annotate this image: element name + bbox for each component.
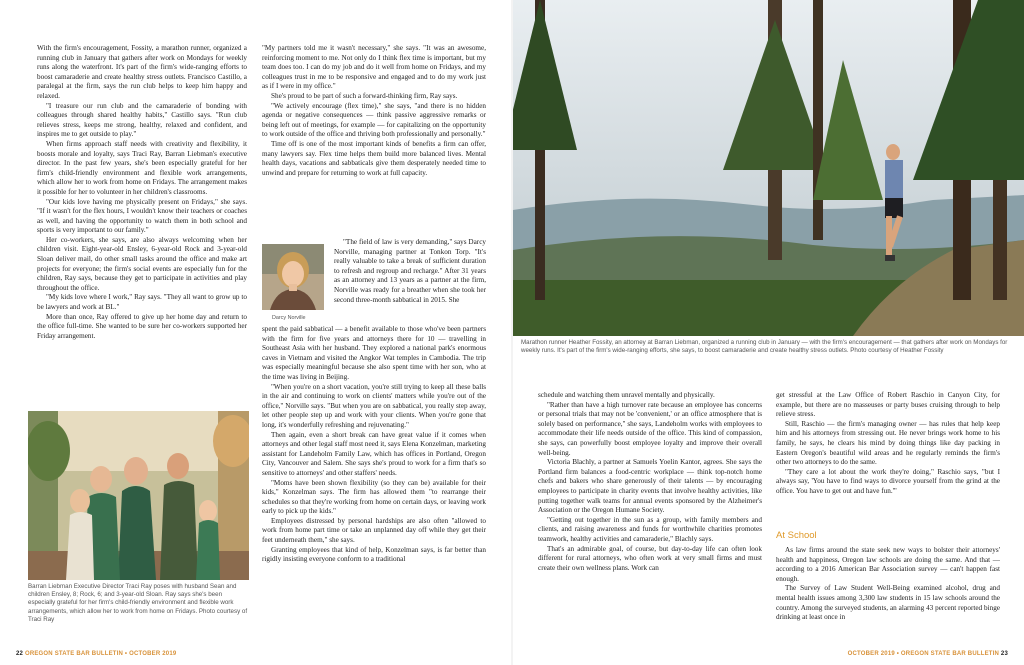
left-column-1 xyxy=(37,44,247,341)
paragraph: The Survey of Law Student Well-Being examined alcohol, drug and mental health issues among 3,300 law students in 15 law schools around the country. Among the surveyed students, an alarming 43 percent reported binge drinking at least once in xyxy=(776,584,1000,622)
paragraph: "Our kids love having me physically present on Fridays," she says. "If it wasn't for the flex hours, I wouldn't know their teachers or coaches as well, and having the opportunity to watch them in both school and sports is very important to our family." xyxy=(37,197,247,235)
right-column-2 xyxy=(776,391,1000,497)
paragraph: "We actively encourage (flex time)," she says, "and there is no hidden agenda or negative consequences — think passive aggressive remarks or being left out of meetings, for example — for capitalizing on the opportunity to work outside of the office and thriving both professionally and personally." xyxy=(262,101,486,139)
runner-photo-caption: Marathon runner Heather Fossity, an attorney at Barran Liebman, organized a running club in January — with the firm's encouragement — that gathers after work on Mondays for weekly runs. It's part of the firm's wide-ranging efforts, she says, to boost camaraderie and create healthy stress outlets. Photo courtesy of Heather Fossity xyxy=(521,339,1008,355)
section-subhead: At School xyxy=(776,530,817,541)
paragraph: When firms approach staff needs with creativity and flexibility, it boosts morale and loyalty, says Traci Ray, Barran Liebman's executive director. In the past few years, she's been especially grateful for her firm's child-friendly environment and flexible work arrangements, which allow her to work from home on Fridays. The arrangement makes it possible for her to volunteer in her children's classrooms. xyxy=(37,139,247,196)
page-number: 23 xyxy=(1000,651,1008,657)
paragraph: "Getting out together in the sun as a group, with family members and clients, and raising awareness and funds for worthwhile charities promotes teamwork, healthy activities and camaraderie," Blachly says. xyxy=(538,515,762,543)
paragraph: "My kids love where I work," Ray says. "They all want to grow up to be lawyers and work at BL." xyxy=(37,293,247,312)
paragraph: "Rather than have a high turnover rate because an employee has concerns or personal trials that may not be 'convenient,' or an office atmosphere that is solely based on performance," she says, Landeholm works with employees to accommodate their life needs outside of the office. This kind of compassion, she says, can powerfully boost employee loyalty and improve their overall well-being. xyxy=(538,400,762,457)
paragraph: Still, Raschio — the firm's managing owner — has rules that help keep him and his attorneys from stressing out. He never brings work home to his family, he says, he clears his mind by doing things like day packing in Eastern Oregon's beautiful wild areas and he regularly reminds the firm's other two attorneys to do the same. xyxy=(776,419,1000,467)
right-column-2-bottom xyxy=(776,546,1000,623)
paragraph: "The field of law is very demanding," says Darcy Norville, managing partner at Tonkon Torp. "It's really valuable to take a break of sufficient duration to refresh and regroup and recharge." After 31 years as an attorney and 13 years as a partner at the firm, Norville was ready for a breather when she took her second three-month sabbatical in 2015. She xyxy=(334,238,486,304)
family-photo-caption: Barran Liebman Executive Director Traci Ray poses with husband Sean and children Ensley, 8; Rock, 6; and 3-year-old Sloan. Ray says she's been especially grateful for her firm's child-friendly environment and flexible work arrangements, which allow her to work from home on Fridays. Photo courtesy of Traci Ray xyxy=(28,583,248,623)
paragraph: "My partners told me it wasn't necessary," she says. "It was an awesome, reinforcing moment to me. Not only do I think flex time is important, but my team does too. I can do my job and do it well from home on Fridays, and my colleagues trust in me to be responsive and engaged and to do my work just as if I were in my office." xyxy=(262,44,486,91)
paragraph: That's an admirable goal, of course, but day-to-day life can often look different for rural attorneys, who often work at very small firms and must create their own wellness plans. Work can xyxy=(538,544,762,572)
paragraph: "I treasure our run club and the camaraderie of bonding with colleagues through shared healthy habits," Castillo says. "Run club relieves stress, keeps me strong, healthy, relaxed and confident, and inspires me to get outside to play." xyxy=(37,101,247,139)
right-column-1 xyxy=(538,391,762,573)
paragraph: Time off is one of the most important kinds of benefits a firm can offer, many lawyers say. Flex time helps them build more balanced lives. Mental health days, vacations and sabbaticals give them desperately needed time to unwind and prepare for returning to work at full capacity. xyxy=(262,139,486,177)
left-column-2-rest xyxy=(262,325,486,565)
darcy-norville-portrait xyxy=(262,244,324,310)
paragraph: With the firm's encouragement, Fossity, a marathon runner, organized a running club in January that gathers after work on Mondays for weekly runs along the waterfront. It's part of the firm's wide-ranging efforts to boost camaraderie and create healthy stress outlets. Francisco Castillo, a paralegal at the firm, says the run club helps to keep him happy and relaxed. xyxy=(37,44,247,100)
paragraph: Employees distressed by personal hardships are also often "allowed to work from home part time or take an unplanned day off while they get their feet underneath them," she says. xyxy=(262,516,486,545)
paragraph: Victoria Blachly, a partner at Samuels Yoelin Kantor, agrees. She says the Portland firm balances a food-centric workplace — think top-notch home chefs and bakers who share generously of their talents — by encouraging employees to participate in charity events that involve healthy activities, like putting together walk teams for annual events sponsored by the Alzheimer's Association or the Oregon Humane Society. xyxy=(538,458,762,515)
paragraph: schedule and watching them unravel mentally and physically. xyxy=(538,391,715,399)
paragraph: Granting employees that kind of help, Konzelman says, is far better than rigidly insisting everyone conform to a traditional xyxy=(262,545,486,564)
right-footer xyxy=(848,651,1008,657)
paragraph: Then again, even a short break can have great value if it comes when attorneys and other legal staff most need it, says Elena Konzelman, marketing assistant for Landeholm Family Law, which has offices in Portland, Oregon City, Vancouver and Salem. She says she's proud to work for a firm that's so sensitive to attorneys' and other staffers' needs. xyxy=(262,430,487,477)
portrait-caption: Darcy Norville xyxy=(272,315,306,321)
marathon-runner-photo xyxy=(513,0,1024,336)
paragraph: "When you're on a short vacation, you're still trying to keep all these balls in the air and continuing to work on clients' matters while you're out of the office," Norville says. "But when you are on sabbatical, you really step away, let other people step up and work with your clients. When you're gone that long, it's wonderfully refreshing and rejuvenating." xyxy=(262,382,486,429)
paragraph: get stressful at the Law Office of Robert Raschio in Canyon City, for example, but there are no masseuses or party buses cruising through to help relieve stress. xyxy=(776,391,1000,419)
left-footer xyxy=(16,651,176,657)
page-number: 22 xyxy=(16,651,24,657)
paragraph: As law firms around the state seek new ways to bolster their attorneys' health and happiness, Oregon law schools are doing the same. And that — according to a 2016 American Bar Association survey — can't happen fast enough. xyxy=(776,546,1000,583)
paragraph: spent the paid sabbatical — a benefit available to those who've been partners with the firm for five years and attorneys there for 10 — travelling in Southeast Asia with her husband. They explored a national park's enormous caves in Vietnam and visited the Angkor Wat temples in Cambodia. The trip was especially meaningful because she also spent time with her son, who at the time was living in Beijing. xyxy=(262,325,486,381)
left-column-2 xyxy=(262,44,486,178)
running-footer: OCTOBER 2019 • OREGON STATE BAR BULLETIN xyxy=(847,651,1000,657)
paragraph: "They care a lot about the work they're doing," Raschio says, "but I always say, 'You have to find ways to divorce yourself from the grind at the office. You have to get out and have fun.'" xyxy=(776,467,1000,495)
paragraph: More than once, Ray offered to give up her home day and return to the office full-time. She wanted to be sure her co-workers supported her Friday arrangement. xyxy=(37,312,247,340)
family-photo xyxy=(28,411,249,580)
paragraph: She's proud to be part of such a forward-thinking firm, Ray says. xyxy=(271,91,458,100)
running-footer: OREGON STATE BAR BULLETIN • OCTOBER 2019 xyxy=(24,651,177,657)
paragraph: "Moms have been shown flexibility (so they can be) available for their kids," Konzelman says. The firm has allowed them "to rearrange their schedules so that they're working from home on certain days, or leaving work early to pick up the kids." xyxy=(262,478,486,516)
paragraph: Her co-workers, she says, are also always welcoming when her children visit. Eight-year-old Ensley, 6-year-old Rock and 3-year-old Sloan deliver mail, do other small tasks around the office and make art projects for everyone; the firm's social events are especially fun for the children, Ray says, because they get to participate in activities and play throughout the office. xyxy=(37,235,247,292)
left-column-2-wrap xyxy=(334,238,486,305)
